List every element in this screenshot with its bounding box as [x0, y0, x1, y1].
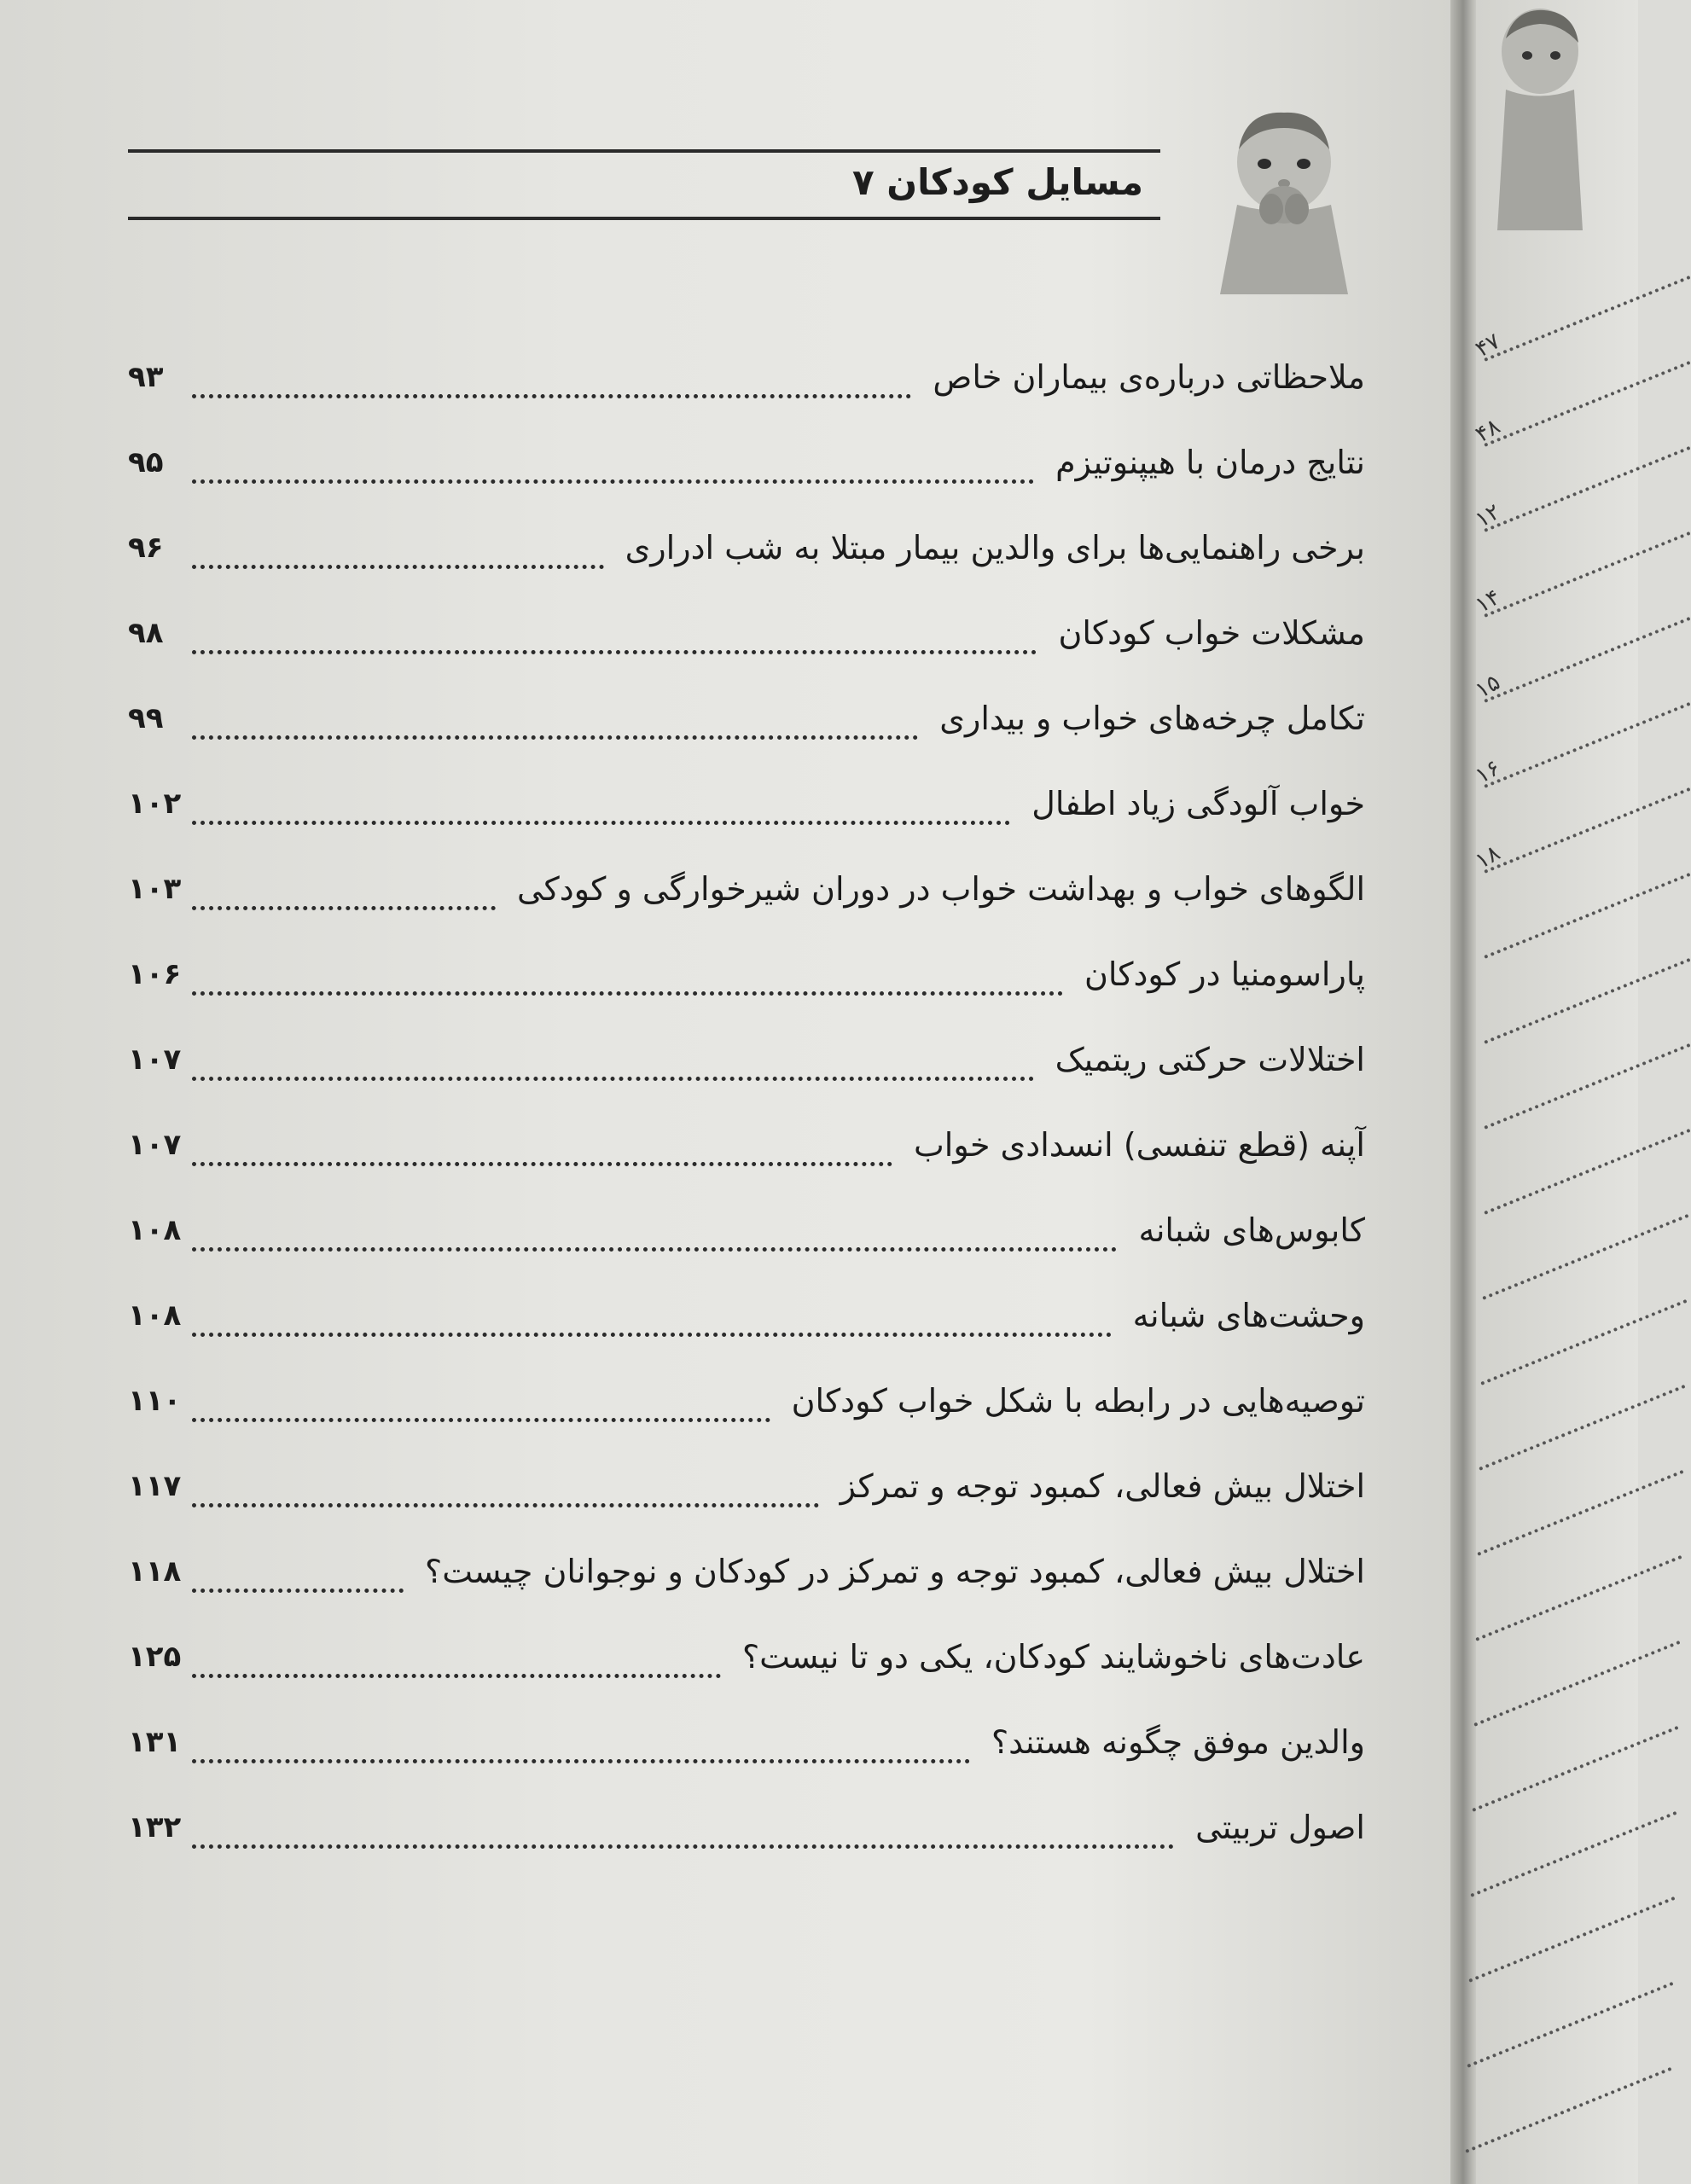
next-page-dot-leader: [1484, 276, 1691, 362]
toc-dot-leader: [192, 650, 1037, 654]
toc-dot-leader: [192, 565, 604, 569]
toc-entry-title: الگوهای خواب و بهداشت خواب در دوران شیرخوارگی و کودکی: [516, 870, 1365, 908]
toc-dot-leader: [192, 394, 911, 398]
toc-row: [128, 444, 1365, 503]
toc-entry-title: پاراسومنیا در کودکان: [1084, 956, 1365, 993]
toc-dot-leader: [192, 1247, 1117, 1252]
toc-entry-page: ۹۶: [128, 531, 164, 565]
next-page-number: ۱۶: [1471, 755, 1505, 789]
toc-entry-title: والدین موفق چگونه هستند؟: [991, 1723, 1365, 1761]
toc-row: [128, 1041, 1365, 1101]
toc-entry-page: ۱۱۷: [128, 1469, 182, 1503]
baby-illustration: [1212, 102, 1357, 294]
toc-row: [128, 785, 1365, 845]
toc-entry-title: ملاحظاتی درباره‌ی بیماران خاص: [933, 358, 1365, 396]
toc-entry-page: ۱۰۷: [128, 1128, 182, 1162]
toc-row: [128, 1211, 1365, 1271]
toc-row: [128, 1382, 1365, 1442]
next-page-dot-leader: [1484, 702, 1691, 788]
toc-dot-leader: [192, 991, 1063, 996]
toc-entry-title: عادت‌های ناخوشایند کودکان، یکی دو تا نیست؟: [741, 1638, 1365, 1676]
toc-row: [128, 614, 1365, 674]
next-page-dot-leader: [1477, 1470, 1684, 1556]
next-page-dot-leader: [1482, 1214, 1689, 1300]
toc-dot-leader: [192, 1333, 1112, 1337]
next-page-dot-leader: [1468, 1896, 1676, 1983]
toc-entry-title: اختلالات حرکتی ریتمیک: [1055, 1041, 1365, 1078]
next-page-dot-leader: [1484, 531, 1691, 618]
toc-entry-title: اصول تربیتی: [1195, 1809, 1365, 1846]
running-header: [128, 149, 1160, 220]
next-page-dot-leader: [1484, 873, 1691, 959]
toc-entry-title: آپنه (قطع تنفسی) انسدادی خواب: [914, 1126, 1365, 1164]
toc-dot-leader: [192, 1162, 892, 1166]
book-gutter: [1450, 0, 1476, 2184]
toc-dot-leader: [192, 1674, 721, 1678]
toc-entry-page: ۱۰۲: [128, 787, 182, 821]
toc-entry-page: ۱۰۷: [128, 1043, 182, 1077]
toc-dot-leader: [192, 1418, 770, 1422]
toc-entry-title: تکامل چرخه‌های خواب و بیداری: [939, 700, 1365, 737]
next-page-dot-leader: [1479, 1385, 1686, 1471]
toc-entry-title: کابوس‌های شبانه: [1138, 1211, 1365, 1249]
baby-illustration-right: [1472, 0, 1591, 230]
next-page-dot-leader: [1465, 2067, 1672, 2153]
next-page-number: ۴۷: [1471, 328, 1505, 363]
toc-entry-title: توصیه‌هایی در رابطه با شکل خواب کودکان: [791, 1382, 1365, 1420]
toc-dot-leader: [192, 479, 1034, 484]
toc-row: [128, 1297, 1365, 1356]
toc-dot-leader: [192, 1759, 970, 1763]
toc-dot-leader: [192, 735, 918, 740]
toc-dot-leader: [192, 906, 496, 910]
toc-entry-page: ۹۳: [128, 360, 164, 394]
toc-entry-page: ۱۰۶: [128, 957, 182, 991]
toc-entry-page: ۱۰۸: [128, 1298, 182, 1333]
toc-entry-title: مشکلات خواب کودکان: [1058, 614, 1365, 652]
next-page-dot-leader: [1475, 1555, 1682, 1641]
toc-dot-leader: [192, 1503, 819, 1507]
toc-row: [128, 956, 1365, 1015]
next-page-number: ۱۴: [1471, 584, 1505, 619]
toc-row: [128, 1638, 1365, 1698]
toc-entry-page: ۱۰۸: [128, 1213, 182, 1247]
toc-dot-leader: [192, 1589, 404, 1593]
toc-entry-page: ۱۱۸: [128, 1554, 182, 1589]
toc-entry-title: برخی راهنمایی‌ها برای والدین بیمار مبتلا به شب ادراری: [625, 529, 1365, 566]
book-page-right-edge: [1471, 0, 1638, 2184]
next-page-dot-leader: [1484, 1129, 1691, 1215]
toc-entry-page: ۱۲۵: [128, 1640, 182, 1674]
toc-dot-leader: [192, 821, 1010, 825]
toc-entry-page: ۱۰۳: [128, 872, 182, 906]
toc-row: [128, 529, 1365, 589]
next-page-dot-leader: [1484, 446, 1691, 532]
next-page-dot-leader: [1472, 1726, 1679, 1812]
next-page-number: ۱۸: [1471, 840, 1505, 874]
next-page-dot-leader: [1467, 1982, 1674, 2068]
toc-row: [128, 870, 1365, 930]
toc-dot-leader: [192, 1077, 1034, 1081]
toc-entry-page: ۹۵: [128, 445, 164, 479]
toc-dot-leader: [192, 1844, 1174, 1849]
toc-entry-title: خواب آلودگی زیاد اطفال: [1031, 785, 1365, 822]
next-page-dot-leader: [1484, 361, 1691, 447]
toc-entry-page: ۹۸: [128, 616, 164, 650]
toc-row: [128, 1723, 1365, 1783]
toc-entry-title: اختلال بیش فعالی، کمبود توجه و تمرکز: [840, 1467, 1365, 1505]
toc-row: [128, 1809, 1365, 1868]
toc-entry-page: ۱۳۱: [128, 1725, 182, 1759]
next-page-dot-leader: [1480, 1299, 1688, 1385]
next-page-dot-leader: [1484, 617, 1691, 703]
toc-row: [128, 1126, 1365, 1186]
next-page-number: ۱۲: [1471, 499, 1505, 533]
next-page-dot-leader: [1470, 1811, 1677, 1897]
next-page-dot-leader: [1473, 1641, 1681, 1727]
toc-row: [128, 1553, 1365, 1612]
toc-entry-title: وحشت‌های شبانه: [1132, 1297, 1365, 1334]
toc-entry-title: نتایج درمان با هیپنوتیزم: [1055, 444, 1365, 481]
toc-row: [128, 358, 1365, 418]
toc-row: [128, 700, 1365, 759]
next-page-dot-leader: [1484, 787, 1691, 874]
next-page-number: ۴۸: [1471, 414, 1505, 448]
toc-entry-page: ۹۹: [128, 701, 164, 735]
toc-entry-page: ۱۳۲: [128, 1810, 182, 1844]
next-page-dot-leader: [1484, 1043, 1691, 1130]
next-page-dot-leader: [1484, 958, 1691, 1044]
toc-row: [128, 1467, 1365, 1527]
next-page-number: ۱۵: [1471, 670, 1505, 704]
toc-entry-page: ۱۱۰: [128, 1384, 182, 1418]
header-title: مسایل کودکان ۷: [851, 161, 1143, 203]
toc-entry-title: اختلال بیش فعالی، کمبود توجه و تمرکز در کودکان و نوجوانان چیست؟: [425, 1553, 1365, 1590]
